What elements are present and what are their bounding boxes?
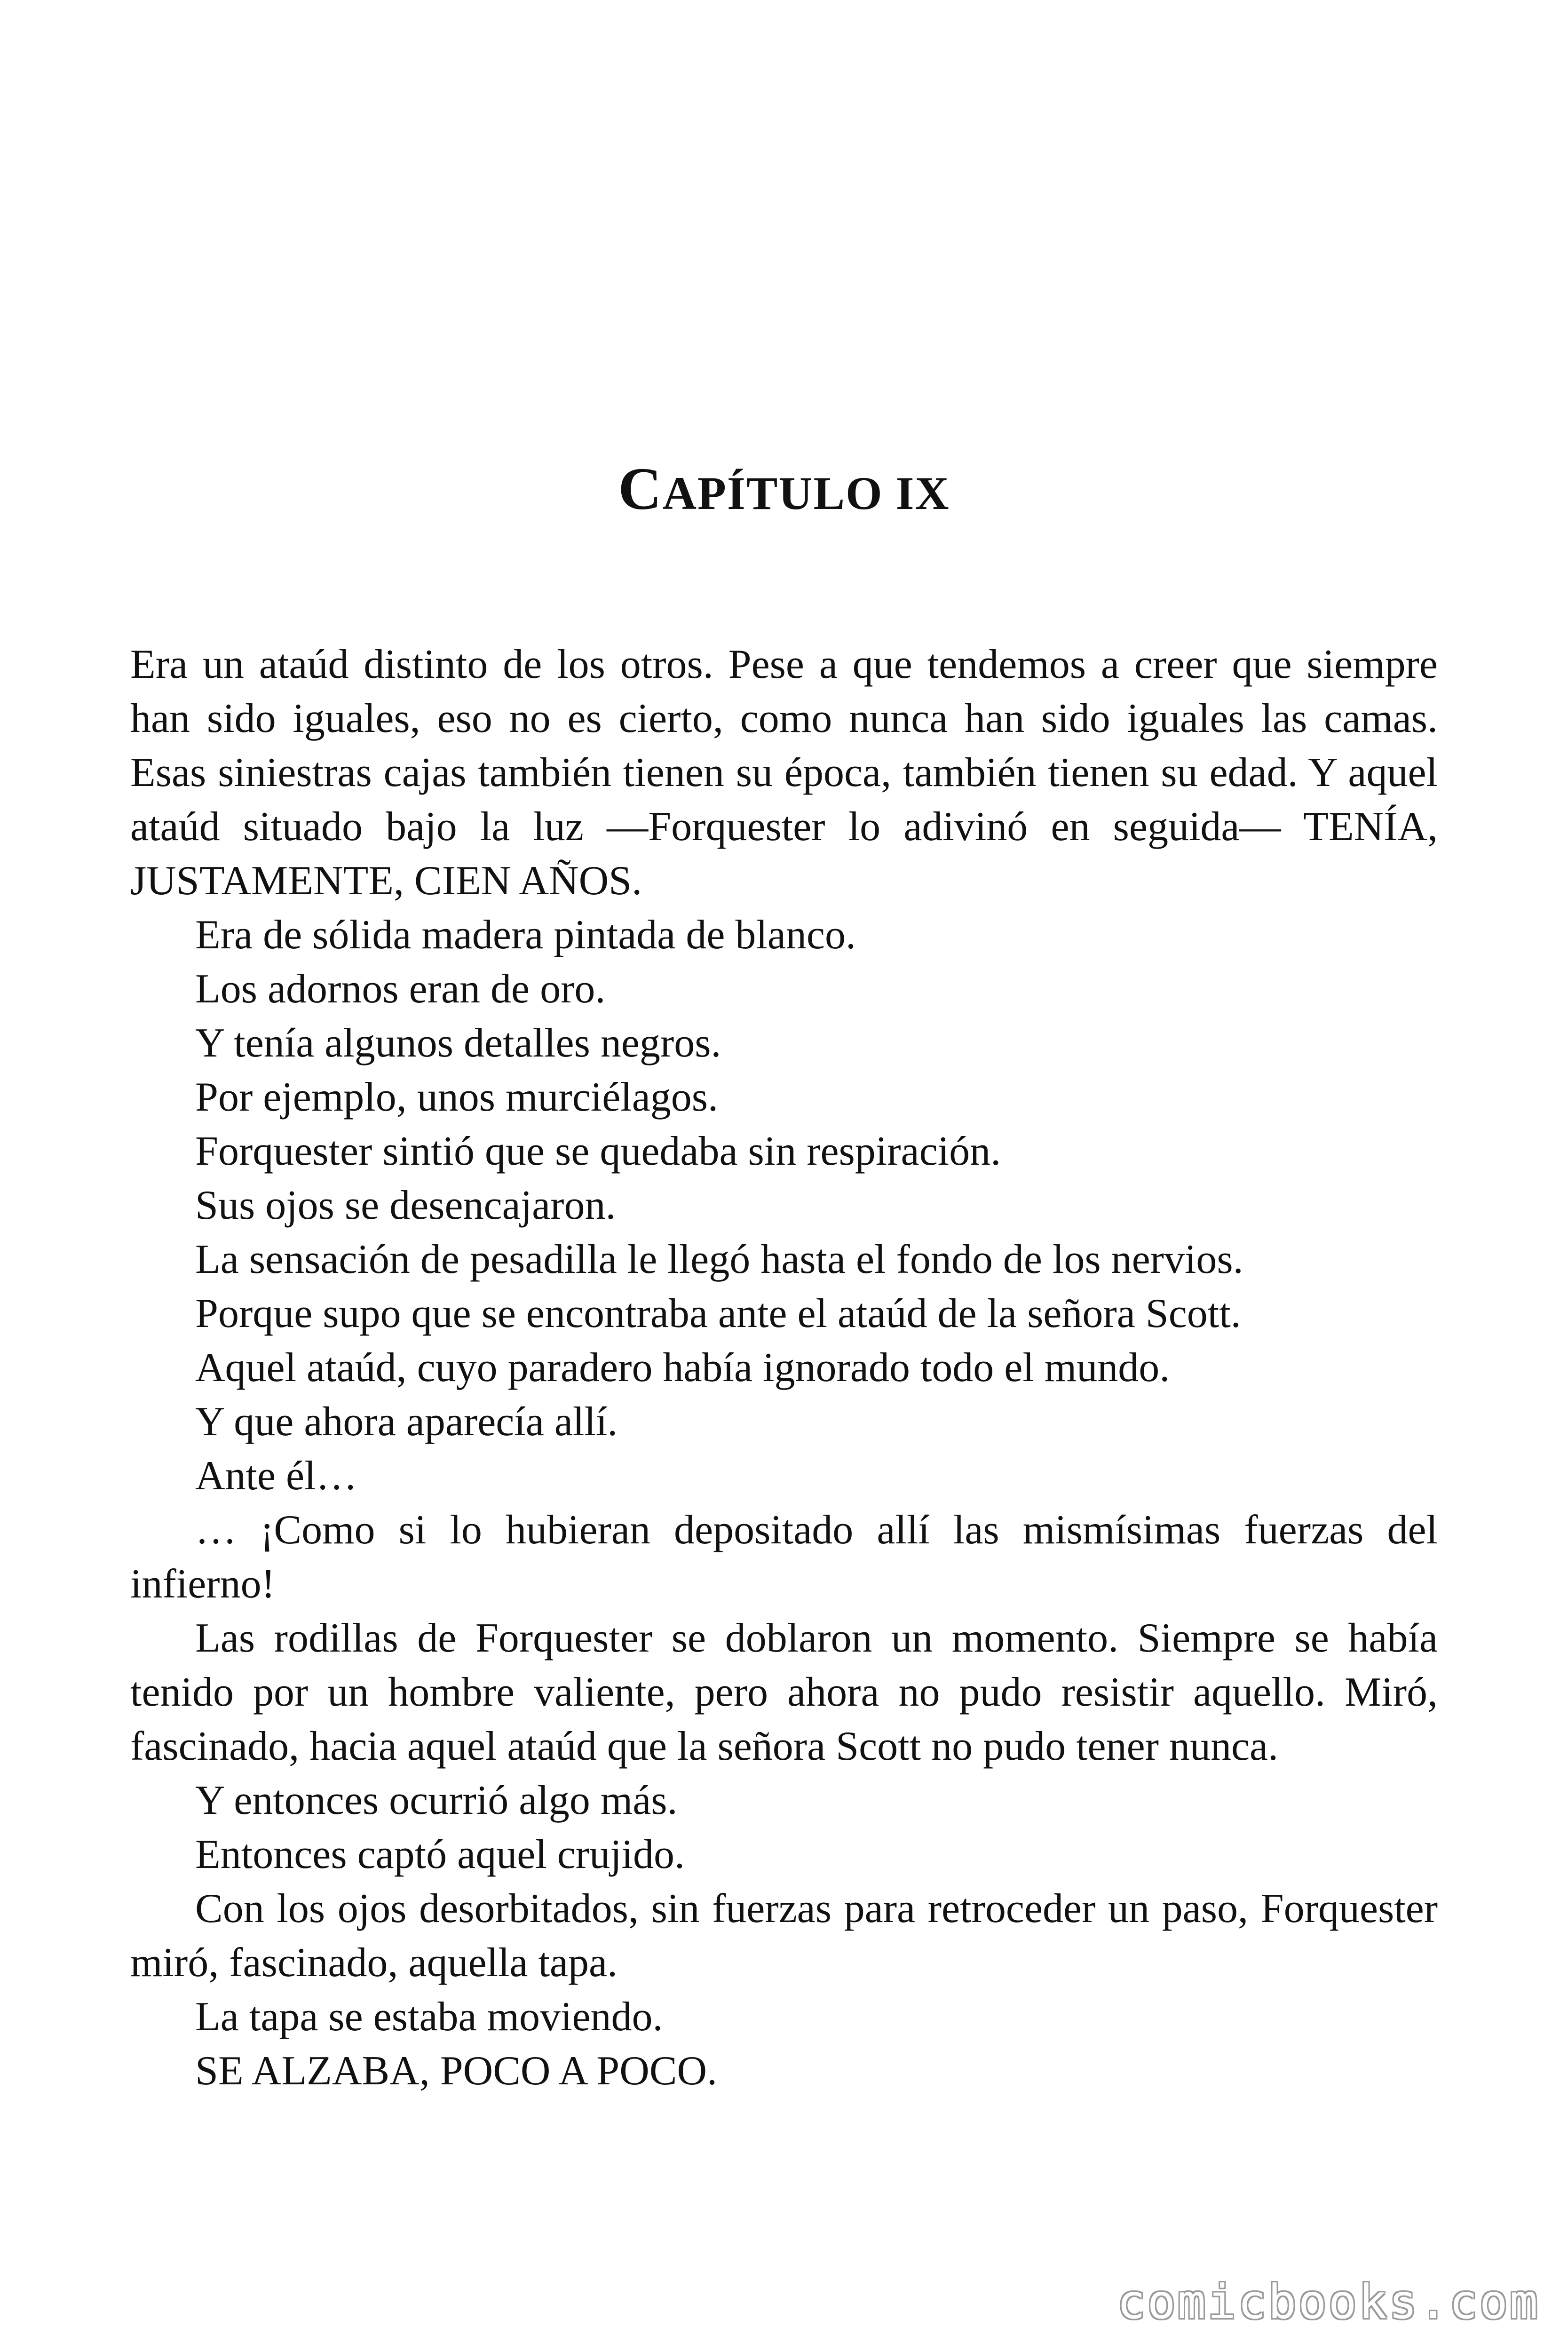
paragraph: Forquester sintió que se quedaba sin respiración.	[195, 1128, 1001, 1174]
paragraph: Porque supo que se encontraba ante el ataúd de la señora Scott.	[195, 1291, 1241, 1336]
paragraph: Aquel ataúd, cuyo paradero había ignorado todo el mundo.	[195, 1345, 1170, 1391]
paragraph: Sus ojos se desencajaron.	[195, 1183, 616, 1228]
paragraph: La tapa se estaba moviendo.	[195, 1994, 663, 2040]
paragraph: Entonces captó aquel crujido.	[195, 1832, 685, 1877]
paragraph: Era de sólida madera pintada de blanco.	[195, 912, 856, 958]
paragraph: … ¡Como si lo hubieran depositado allí las mismísimas fuerzas del infierno!	[130, 1507, 1438, 1607]
paragraph: Con los ojos desorbitados, sin fuerzas para retroceder un paso, Forquester miró, fascinado, aquella tapa.	[130, 1886, 1438, 1986]
paragraph: Era un ataúd distinto de los otros. Pese a que tendemos a creer que siempre han sido iguales, eso no es cierto, como nunca han sido iguales las camas. Esas siniestras cajas también tienen su época, también tienen su edad. Y aquel ataúd situado bajo la luz —Forquester lo adivinó en seguida— TENÍA, JUSTAMENTE, CIEN AÑOS.	[130, 642, 1438, 904]
chapter-title	[0, 455, 1568, 522]
watermark: comicbooks.com	[1117, 2274, 1540, 2329]
paragraph: Ante él…	[195, 1453, 357, 1499]
paragraph: Por ejemplo, unos murciélagos.	[195, 1074, 719, 1120]
chapter-body	[130, 637, 1438, 2098]
paragraph: SE ALZABA, POCO A POCO.	[195, 2048, 718, 2094]
paragraph: Y que ahora aparecía allí.	[195, 1399, 618, 1445]
paragraph: Los adornos eran de oro.	[195, 966, 606, 1012]
paragraph: La sensación de pesadilla le llegó hasta el fondo de los nervios.	[195, 1237, 1243, 1282]
paragraph: Las rodillas de Forquester se doblaron un momento. Siempre se había tenido por un hombre valiente, pero ahora no pudo resistir aquello. Miró, fascinado, hacia aquel ataúd que la señora Scott no pudo tener nunca.	[130, 1615, 1438, 1769]
chapter-title-rest: APÍTULO IX	[662, 467, 950, 519]
chapter-title-initial: C	[618, 455, 663, 522]
paragraph: Y entonces ocurrió algo más.	[195, 1778, 678, 1823]
paragraph: Y tenía algunos detalles negros.	[195, 1020, 721, 1066]
